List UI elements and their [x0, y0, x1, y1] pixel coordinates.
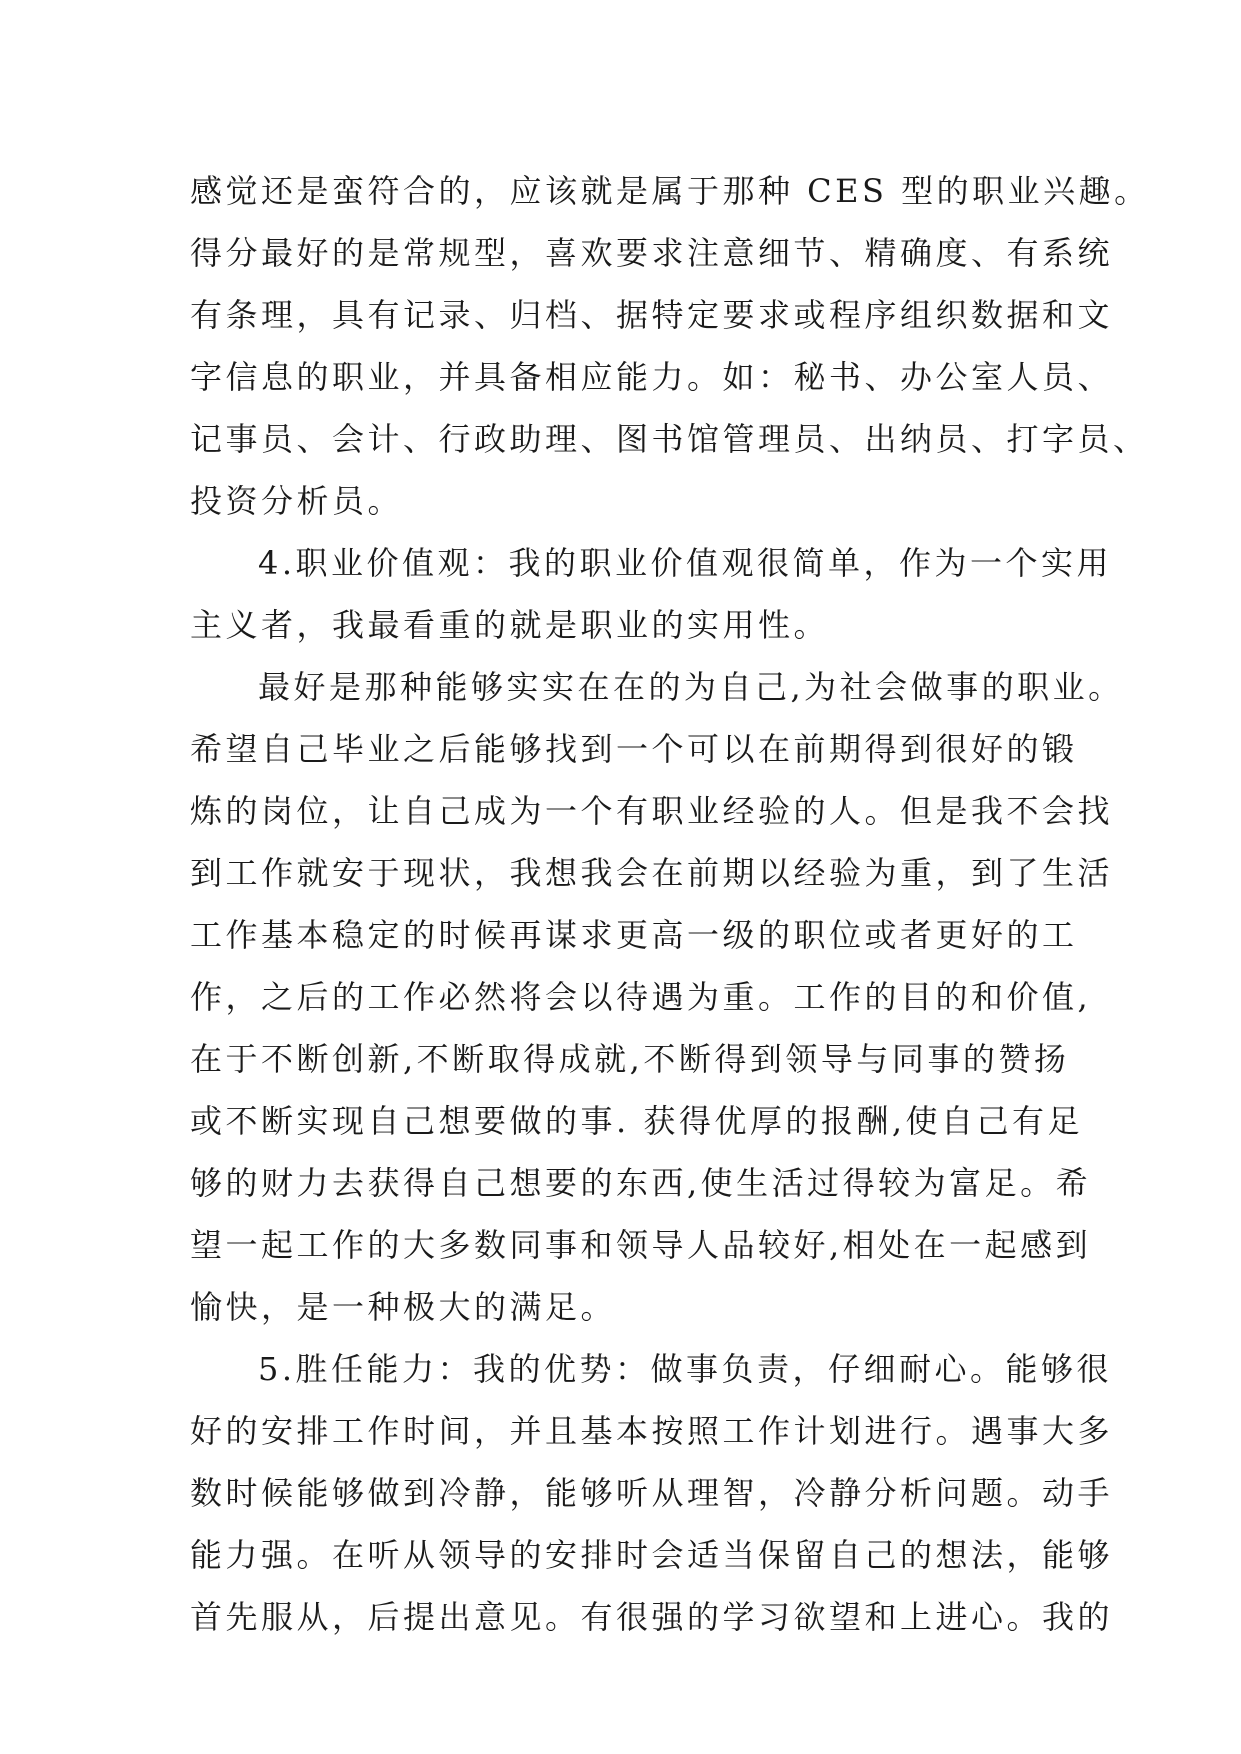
- paragraph-career-values: [190, 532, 1113, 656]
- document-page: [190, 160, 1150, 1648]
- text-line: 4.职业价值观：我的职业价值观很简单，作为一个实用: [258, 544, 1113, 582]
- text-line: 能力强。在听从领导的安排时会适当保留自己的想法，能够: [190, 1536, 1114, 1574]
- text-line: 感觉还是蛮符合的，应该就是属于那种 CES 型的职业兴趣。: [190, 172, 1150, 210]
- text-line: 字信息的职业，并具备相应能力。如：秘书、办公室人员、: [190, 358, 1114, 396]
- paragraph-career-interest: [190, 160, 1150, 532]
- text-line: 愉快，是一种极大的满足。: [190, 1288, 617, 1326]
- text-line: 够的财力去获得自己想要的东西,使生活过得较为富足。希: [190, 1164, 1092, 1202]
- text-line: 或不断实现自己想要做的事. 获得优厚的报酬,使自己有足: [190, 1102, 1084, 1140]
- text-line: 炼的岗位，让自己成为一个有职业经验的人。但是我不会找: [190, 792, 1114, 830]
- paragraph-competence: [190, 1338, 1114, 1648]
- text-line: 最好是那种能够实实在在的为自己,为社会做事的职业。: [258, 668, 1124, 706]
- text-line: 作，之后的工作必然将会以待遇为重。工作的目的和价值,: [190, 978, 1092, 1016]
- text-line: 到工作就安于现状，我想我会在前期以经验为重，到了生活: [190, 854, 1114, 892]
- text-line: 望一起工作的大多数同事和领导人品较好,相处在一起感到: [190, 1226, 1092, 1264]
- text-line: 有条理，具有记录、归档、据特定要求或程序组织数据和文: [190, 296, 1114, 334]
- text-line: 5.胜任能力：我的优势：做事负责，仔细耐心。能够很: [258, 1350, 1113, 1388]
- paragraph-ideal-job: [190, 656, 1124, 1338]
- text-line: 数时候能够做到冷静，能够听从理智，冷静分析问题。动手: [190, 1474, 1114, 1512]
- text-line: 在于不断创新,不断取得成就,不断得到领导与同事的赞扬: [190, 1040, 1070, 1078]
- text-line: 首先服从，后提出意见。有很强的学习欲望和上进心。我的: [190, 1598, 1114, 1636]
- text-line: 主义者，我最看重的就是职业的实用性。: [190, 606, 830, 644]
- text-line: 记事员、会计、行政助理、图书馆管理员、出纳员、打字员、: [190, 420, 1149, 458]
- text-line: 希望自己毕业之后能够找到一个可以在前期得到很好的锻: [190, 730, 1078, 768]
- text-line: 好的安排工作时间，并且基本按照工作计划进行。遇事大多: [190, 1412, 1114, 1450]
- text-line: 工作基本稳定的时候再谋求更高一级的职位或者更好的工: [190, 916, 1078, 954]
- text-line: 投资分析员。: [190, 482, 404, 520]
- text-line: 得分最好的是常规型，喜欢要求注意细节、精确度、有系统: [190, 234, 1114, 272]
